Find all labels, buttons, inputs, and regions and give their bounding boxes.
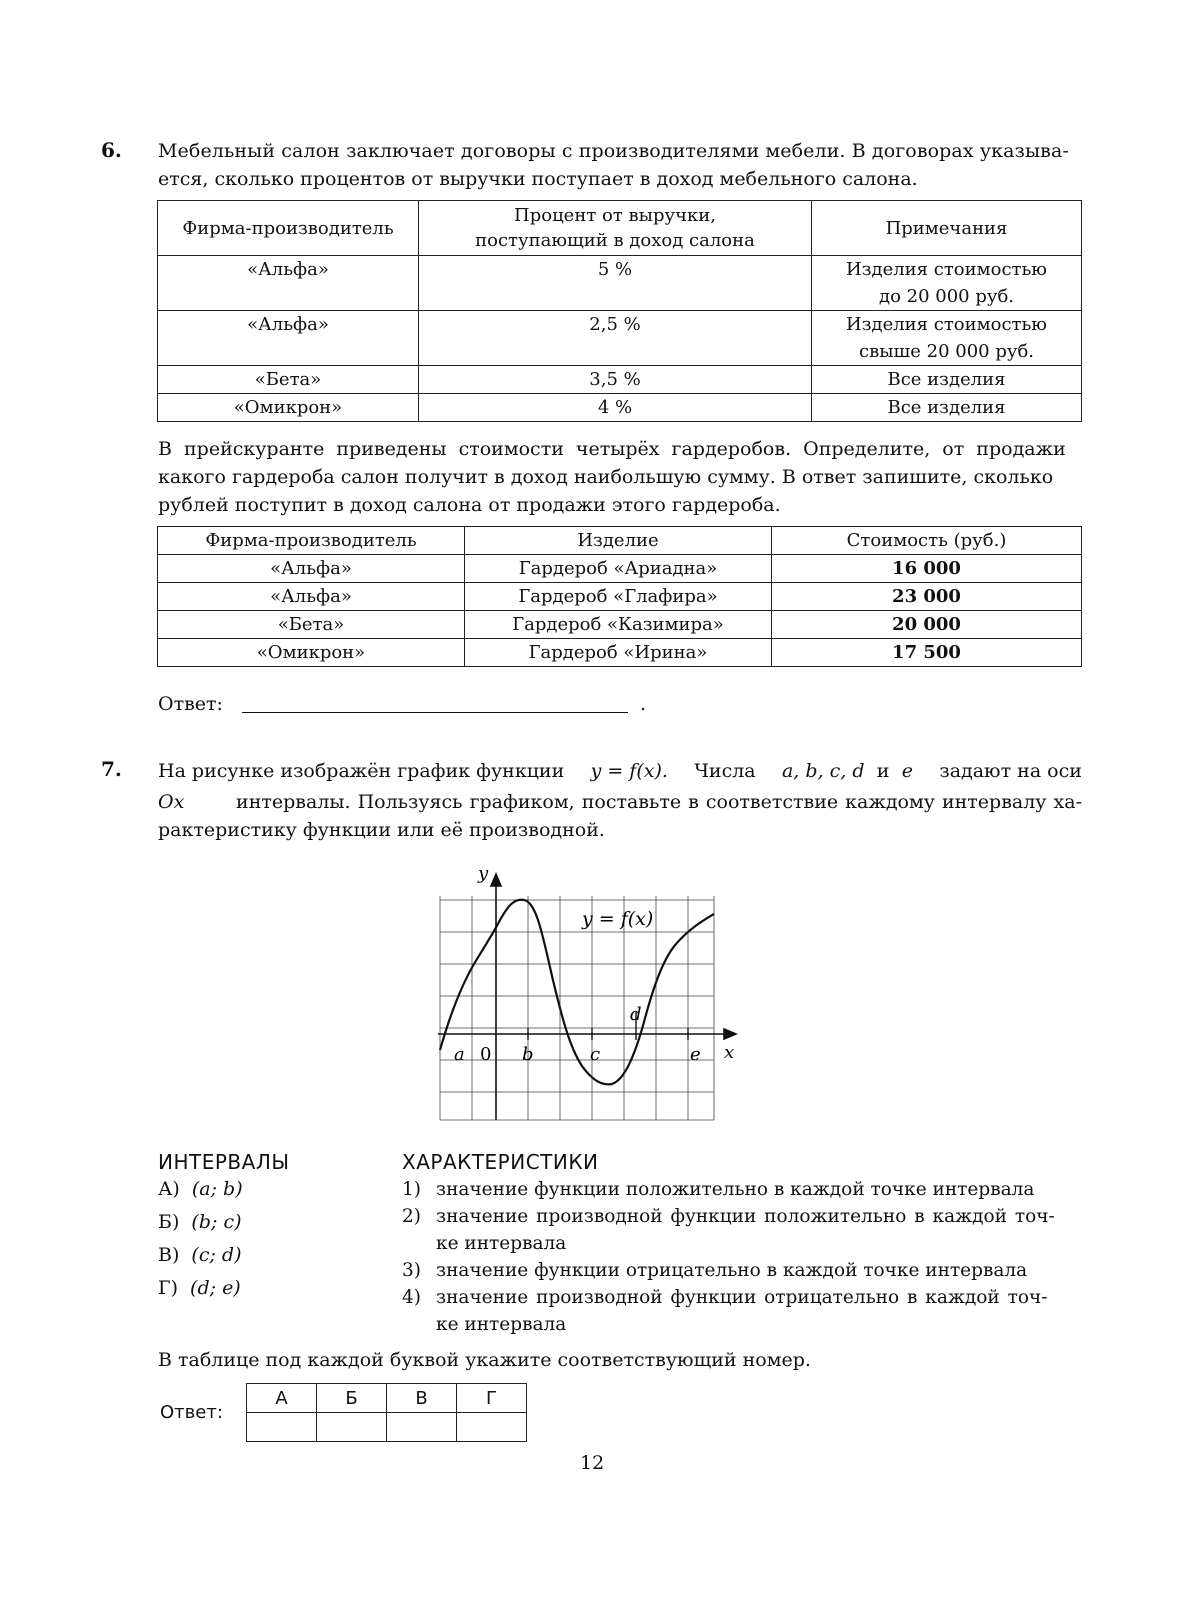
header-item: Изделие (465, 527, 772, 555)
y-axis-label: y (478, 863, 489, 884)
task6-intro-line2: ется, сколько процентов от выручки поступает в доход мебельного салона. (158, 168, 918, 190)
answer-table (246, 1383, 527, 1442)
function-label: y = f(x) (582, 908, 654, 930)
characteristic-text-line2: ке интервала (436, 1314, 567, 1335)
table-row (158, 394, 1082, 422)
graph-grid (440, 896, 714, 1120)
task7-line2-text: интервалы. Пользуясь графиком, поставьте в соответствие каждому интервалу ха- (236, 791, 1082, 813)
answer-table-header (247, 1384, 527, 1413)
characteristic-text: значение функции положительно в каждой точке интервала (436, 1179, 1035, 1200)
task7-formula: y = f(x). (590, 760, 668, 782)
cell-item: Гардероб «Ирина» (465, 639, 772, 667)
axis-ticks (528, 1012, 688, 1040)
task6-answer-label: Ответ: (158, 693, 223, 715)
origin-label: 0 (480, 1044, 492, 1065)
cell-firm: «Омикрон» (158, 639, 465, 667)
cell-firm: «Альфа» (158, 583, 465, 611)
interval-a (158, 1178, 243, 1200)
characteristic-text: значение функции отрицательно в каждой точке интервала (436, 1260, 1028, 1281)
task7-number: 7. (101, 757, 122, 781)
header-percent-line2: поступающий в доход салона (475, 230, 755, 251)
task6-answer-field[interactable] (242, 712, 628, 713)
characteristic-number: 1) (402, 1179, 421, 1200)
cell-note: Все изделия (812, 394, 1082, 422)
answer-cell-b[interactable] (317, 1413, 387, 1442)
cell-cost: 16 000 (772, 555, 1082, 583)
point-a-label: a (454, 1044, 465, 1065)
interval-letter: Б) (158, 1211, 180, 1233)
cell-firm: «Бета» (158, 366, 419, 394)
cell-note-line1: Изделия стоимостью (846, 259, 1047, 280)
interval-letter: А) (158, 1178, 180, 1200)
cell-percent: 2,5 % (419, 311, 812, 366)
table-row (158, 256, 1082, 311)
characteristic-number: 4) (402, 1287, 421, 1308)
cell-note-line2: свыше 20 000 руб. (858, 341, 1035, 362)
cell-note: Все изделия (812, 366, 1082, 394)
cell-note (812, 311, 1082, 366)
header-notes: Примечания (812, 201, 1082, 256)
header-cost: Стоимость (руб.) (772, 527, 1082, 555)
task7-answer-label: Ответ: (160, 1402, 223, 1423)
interval-letter: В) (158, 1244, 180, 1266)
task6-intro-line1: Мебельный салон заключает договоры с производителями мебели. В договорах указыва- (158, 140, 1069, 162)
characteristic-3 (402, 1257, 1082, 1285)
x-axis-arrow (724, 1029, 736, 1039)
characteristic-4 (402, 1284, 1082, 1340)
task7-line1-text-b: Числа (694, 760, 756, 782)
interval-b (158, 1211, 242, 1233)
interval-letter: Г) (158, 1277, 178, 1299)
interval-value: (c; d) (191, 1244, 242, 1266)
intervals-title: ИНТЕРВАЛЫ (158, 1150, 290, 1174)
cell-firm: «Альфа» (158, 555, 465, 583)
page-number: 12 (580, 1452, 605, 1474)
cell-item: Гардероб «Казимира» (465, 611, 772, 639)
commission-table-header (158, 201, 1082, 256)
cell-item: Гардероб «Ариадна» (465, 555, 772, 583)
task6-question-line3: рублей поступит в доход салона от продажи этого гардероба. (158, 494, 781, 516)
price-table (157, 526, 1082, 667)
characteristic-text (436, 1203, 1082, 1257)
table-row (158, 311, 1082, 366)
cell-firm: «Бета» (158, 611, 465, 639)
cell-note-line2: до 20 000 руб. (878, 286, 1015, 307)
answer-letter-c: В (387, 1384, 457, 1413)
interval-value: (d; e) (190, 1277, 241, 1299)
table-row (158, 366, 1082, 394)
cell-item: Гардероб «Глафира» (465, 583, 772, 611)
task7-line1-text-a: На рисунке изображён график функции (158, 760, 565, 782)
cell-cost: 20 000 (772, 611, 1082, 639)
cell-percent: 5 % (419, 256, 812, 311)
cell-note-line1: Изделия стоимостью (846, 314, 1047, 335)
price-table-header (158, 527, 1082, 555)
task7-table-instruction: В таблице под каждой буквой укажите соответствующий номер. (158, 1349, 811, 1371)
characteristic-text (436, 1284, 1082, 1338)
point-b-label: b (522, 1044, 534, 1065)
cell-firm: «Альфа» (158, 256, 419, 311)
point-d-label: d (630, 1004, 642, 1025)
interval-d (158, 1277, 241, 1299)
interval-c (158, 1244, 242, 1266)
point-c-label: c (590, 1044, 601, 1065)
table-row (158, 639, 1082, 667)
cell-percent: 4 % (419, 394, 812, 422)
characteristics-title: ХАРАКТЕРИСТИКИ (402, 1150, 599, 1174)
characteristic-2 (402, 1203, 1082, 1259)
task7-ox: Ox (158, 791, 185, 813)
answer-cell-a[interactable] (247, 1413, 317, 1442)
task6-question-line1: В прейскуранте приведены стоимости четырёх гардеробов. Определите, от продажи (158, 438, 1066, 460)
task7-and: и (876, 760, 890, 782)
point-e-label: e (690, 1044, 701, 1065)
header-firm: Фирма-производитель (158, 527, 465, 555)
answer-cell-c[interactable] (387, 1413, 457, 1442)
table-row (158, 583, 1082, 611)
cell-cost: 23 000 (772, 583, 1082, 611)
characteristic-text-line2: ке интервала (436, 1233, 567, 1254)
interval-value: (a; b) (191, 1178, 243, 1200)
cell-firm: «Альфа» (158, 311, 419, 366)
cell-firm: «Омикрон» (158, 394, 419, 422)
answer-letter-b: Б (317, 1384, 387, 1413)
cell-percent: 3,5 % (419, 366, 812, 394)
answer-table-inputs (247, 1413, 527, 1442)
task7-line2 (158, 788, 1082, 816)
answer-letter-a: А (247, 1384, 317, 1413)
task6-question (158, 435, 1082, 519)
characteristic-number: 2) (402, 1206, 421, 1227)
task6-intro (158, 137, 1082, 193)
task6-question-line2: какого гардероба салон получит в доход наибольшую сумму. В ответ запишите, сколько (158, 466, 1054, 488)
commission-table (157, 200, 1082, 422)
task6-number: 6. (101, 138, 122, 162)
table-row (158, 611, 1082, 639)
header-firm: Фирма-производитель (158, 201, 419, 256)
answer-letter-d: Г (457, 1384, 527, 1413)
table-row (158, 555, 1082, 583)
interval-value: (b; c) (191, 1211, 242, 1233)
x-axis-label: x (724, 1042, 735, 1063)
cell-note (812, 256, 1082, 311)
characteristic-1 (402, 1176, 1082, 1204)
characteristic-number: 3) (402, 1260, 421, 1281)
function-graph (430, 862, 740, 1122)
task7-line1 (158, 757, 1082, 785)
answer-cell-d[interactable] (457, 1413, 527, 1442)
characteristic-text-line1: значение производной функции отрицательно в каждой точ- (436, 1287, 1048, 1308)
y-axis-arrow (491, 874, 501, 886)
header-percent-line1: Процент от выручки, (514, 205, 716, 226)
header-percent (419, 201, 812, 256)
cell-cost: 17 500 (772, 639, 1082, 667)
characteristic-text-line1: значение производной функции положительно в каждой точ- (436, 1206, 1055, 1227)
task7-line1-text-c: задают на оси (939, 760, 1082, 782)
task7-line3: рактеристику функции или её производной. (158, 819, 605, 841)
task7-var-e: e (901, 760, 914, 782)
task6-answer-dot: . (640, 693, 647, 715)
task7-vars: a, b, c, d (781, 760, 865, 782)
